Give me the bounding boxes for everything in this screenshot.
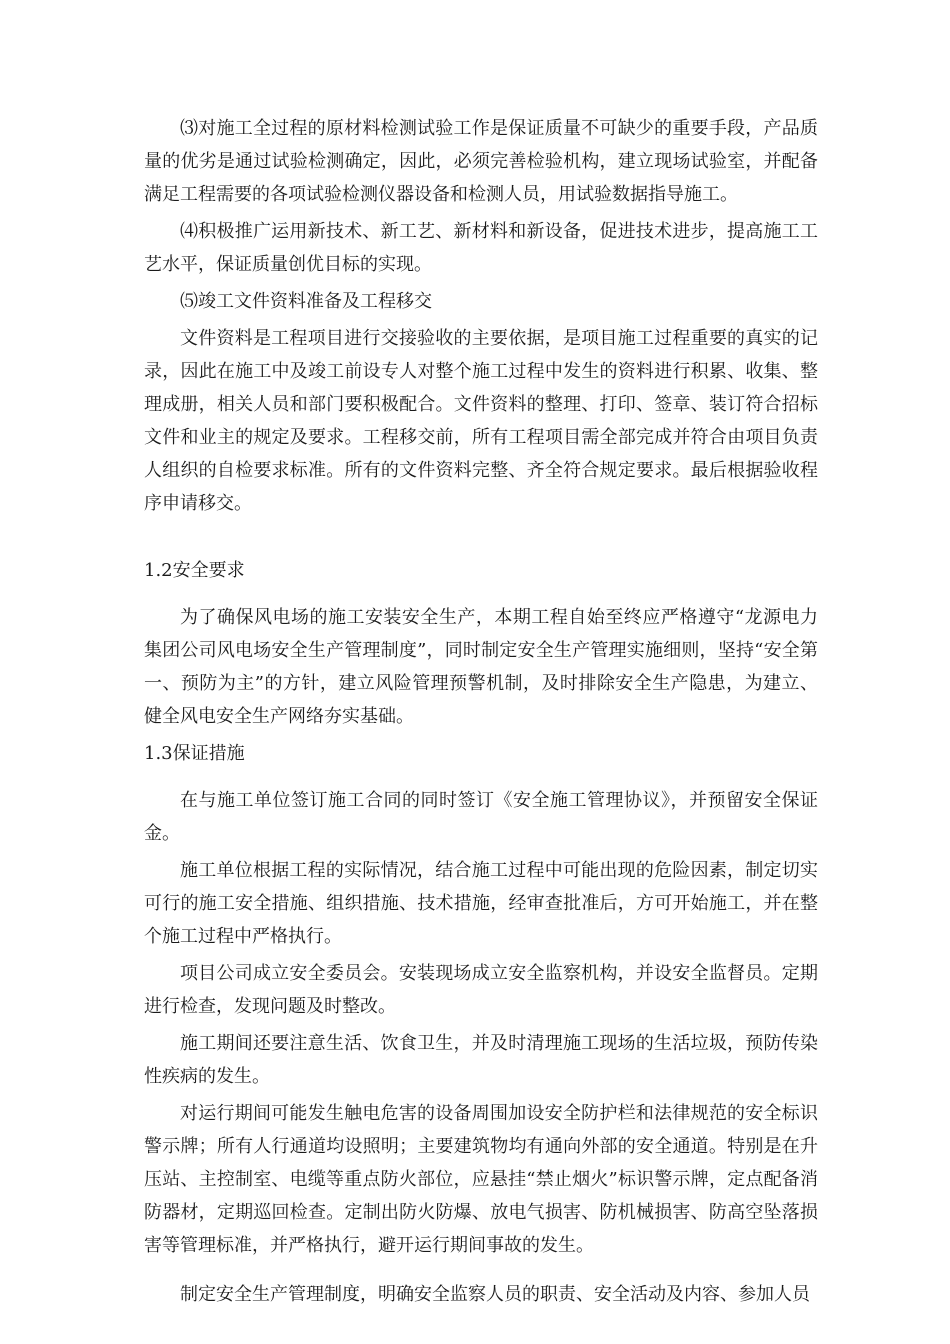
paragraph-safety-measures: 施工单位根据工程的实际情况，结合施工过程中可能出现的危险因素，制定切实可行的施工安全措施、组织措施、技术措施，经审查批准后，方可开始施工，并在整个施工过程中严格执行。 <box>144 860 818 947</box>
paragraph-completion-docs-title: ⑸竣工文件资料准备及工程移交 <box>180 291 432 312</box>
paragraph-document-handover: 文件资料是工程项目进行交接验收的主要依据，是项目施工过程重要的真实的记录，因此在施工中及竣工前设专人对整个施工过程中发生的资料进行积累、收集、整理成册，相关人员和部门要积极配合。文件资料的整理、打印、签章、装订符合招标文件和业主的规定及要求。工程移交前，所有工程项目需全部完成并符合由项目负责人组织的自检要求标准。所有的文件资料完整、齐全符合规定要求。最后根据验收程序申请移交。 <box>144 328 818 514</box>
paragraph-hygiene: 施工期间还要注意生活、饮食卫生，并及时清理施工现场的生活垃圾，预防传染性疾病的发生。 <box>144 1033 818 1087</box>
section-heading-guarantee-measures: 1.3保证措施 <box>144 743 245 764</box>
paragraph-electrical-protection: 对运行期间可能发生触电危害的设备周围加设安全防护栏和法律规范的安全标识警示牌；所有人行通道均设照明；主要建筑物均有通向外部的安全通道。特别是在升压站、主控制室、电缆等重点防火部位，应悬挂“禁止烟火”标识警示牌，定点配备消防器材，定期巡回检查。定制出防火防爆、放电气损害、防机械损害、防高空坠落损害等管理标准，并严格执行，避开运行期间事故的发生。 <box>144 1103 818 1256</box>
paragraph-safety-management-system: 制定安全生产管理制度，明确安全监察人员的职责、安全活动及内容、参加人员 <box>180 1284 810 1305</box>
paragraph-material-testing: ⑶对施工全过程的原材料检测试验工作是保证质量不可缺少的重要手段，产品质量的优劣是通过试验检测确定，因此，必须完善检验机构，建立现场试验室，并配备满足工程需要的各项试验检测仪器设备和检测人员，用试验数据指导施工。 <box>144 118 818 205</box>
paragraph-safety-committee: 项目公司成立安全委员会。安装现场成立安全监察机构，并设安全监督员。定期进行检查，发现问题及时整改。 <box>144 963 818 1017</box>
paragraph-safety-requirements: 为了确保风电场的施工安装安全生产，本期工程自始至终应严格遵守“龙源电力集团公司风电场安全生产管理制度”，同时制定安全生产管理实施细则，坚持“安全第一、预防为主”的方针，建立风险管理预警机制，及时排除安全生产隐患，为建立、健全风电安全生产网络夯实基础。 <box>144 607 818 727</box>
paragraph-safety-agreement: 在与施工单位签订施工合同的同时签订《安全施工管理协议》，并预留安全保证金。 <box>144 790 818 844</box>
section-heading-safety-requirements: 1.2安全要求 <box>144 560 245 581</box>
document-page <box>144 112 818 1315</box>
paragraph-new-technology: ⑷积极推广运用新技术、新工艺、新材料和新设备，促进技术进步，提高施工工艺水平，保证质量创优目标的实现。 <box>144 221 818 275</box>
